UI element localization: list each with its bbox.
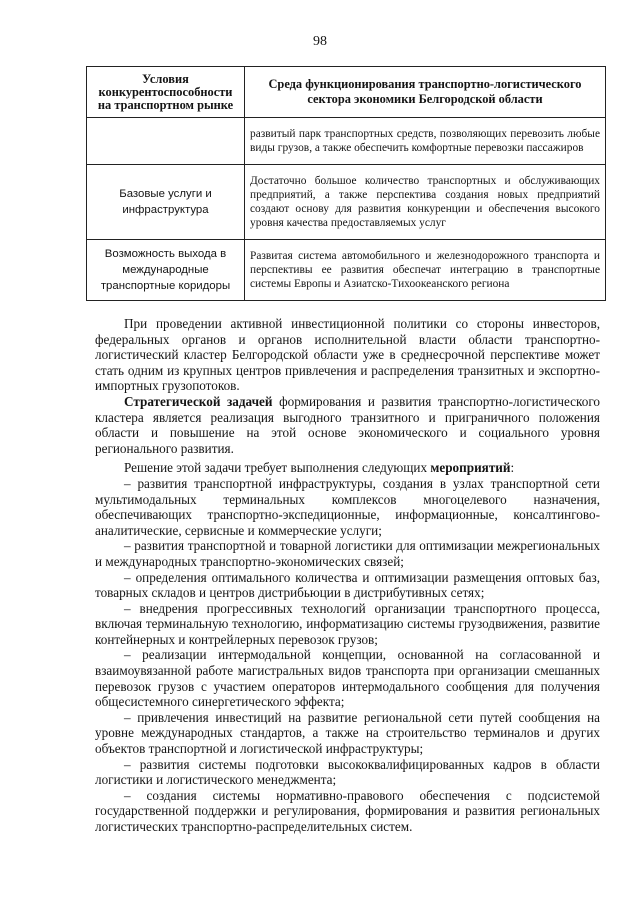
table-header-conditions: Условия конкурентоспособности на транспортном рынке <box>87 67 245 118</box>
list-item: – привлечения инвестиций на развитие региональной сети путей сообщения на уровне международных стандартов, а также на строительство терминалов и других объектов транспортной и логистической инфраструктуры; <box>95 709 600 757</box>
list-item: – определения оптимального количества и оптимизации размещения оптовых баз, товарных складов и центров дистрибьюции в дистрибутивных сетях; <box>95 569 600 601</box>
list-item: – развития транспортной и товарной логистики для оптимизации межрегиональных и международных транспортно-экономических связей; <box>95 538 600 569</box>
list-item: – создания системы нормативно-правового обеспечения с подсистемой государственной поддержки и регулирования, формирования и развития региональных логистических транспортно-распределительных систем. <box>95 787 600 834</box>
body-text <box>95 316 600 835</box>
measures-colon: : <box>510 460 515 476</box>
page-number: 98 <box>313 34 327 49</box>
conditions-table <box>86 66 606 301</box>
table-row <box>87 240 606 301</box>
strategic-task-text: формирования и развития транспортно-логистического кластера является реализация выгодного транзитного и приграничного положения области и повышение на этой основе экономического и социального уровня регионального развития. <box>95 393 600 456</box>
table-row-label <box>87 118 245 165</box>
paragraph-investment-policy: При проведении активной инвестиционной политики со стороны инвесторов, федеральных органов и органов исполнительной власти области транспортно-логистический кластер Белгородской области уже в среднесрочной перспективе может стать одним из крупных центров привлечения и распределения транзитных и экспортно-импортных грузопотоков. <box>95 316 600 394</box>
list-item: – развития транспортной инфраструктуры, создания в узлах транспортной сети мультимодальных терминальных комплексов многоцелевого назначения, обеспечивающих транспортно-экспедиционные, информационные, консалтингово-аналитические, сервисные и коммерческие услуги; <box>95 475 600 538</box>
table-row-text: Достаточно большое количество транспортных и обслуживающих предприятий, а также перспектива создания новых предприятий создают основу для развития конкуренции и обеспечения высокого уровня качества предоставляемых услуг <box>245 165 606 240</box>
table-row <box>87 165 606 240</box>
list-item: – внедрения прогрессивных технологий организации транспортного процесса, включая терминальную технологию, информатизацию системы грузодвижения, развитие контейнерных и контрейлерных перевозок грузов; <box>95 600 600 647</box>
paragraph-measures-intro <box>95 460 600 476</box>
measures-label: мероприятий <box>430 460 511 476</box>
table-row-label: Базовые услуги и инфраструктура <box>87 165 245 240</box>
paragraph-strategic-task <box>95 394 600 456</box>
strategic-task-label: Стратегической задачей <box>124 393 273 409</box>
list-item: – развития системы подготовки высококвалифицированных кадров в области логистики и логистического менеджмента; <box>95 756 600 788</box>
table-header-environment: Среда функционирования транспортно-логистического сектора экономики Белгородской области <box>245 67 606 118</box>
table-header-row <box>87 67 606 118</box>
table-row-text: развитый парк транспортных средств, позволяющих перевозить любые виды грузов, а также обеспечить комфортные перевозки пассажиров <box>245 118 606 165</box>
measures-intro-text: Решение этой задачи требует выполнения следующих <box>124 460 431 476</box>
table-row-label: Возможность выхода в международные транспортные коридоры <box>87 240 245 301</box>
table-row <box>87 118 606 165</box>
table-row-text: Развитая система автомобильного и железнодорожного транспорта и перспективы ее развития обеспечат интеграцию в транспортные системы Европы и Азиатско-Тихоокеанского региона <box>245 240 606 301</box>
list-item: – реализации интермодальной концепции, основанной на согласованной и взаимоувязанной работе магистральных видов транспорта при организации смешанных перевозок грузов с участием операторов интермодального сообщения для получения общесистемного синергетического эффекта; <box>95 647 600 710</box>
